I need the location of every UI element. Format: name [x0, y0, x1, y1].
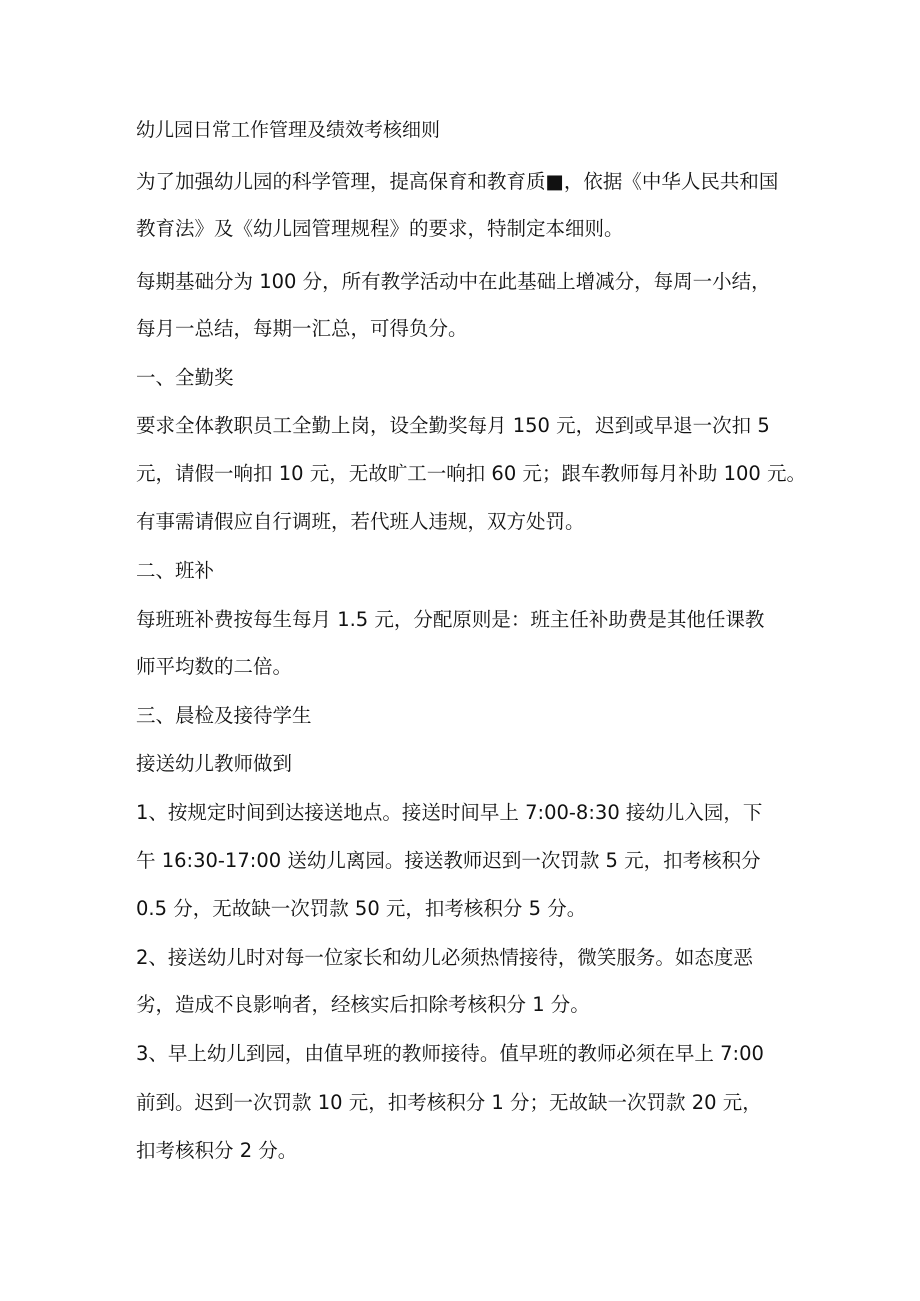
- section-heading: 三、晨检及接待学生: [136, 704, 312, 727]
- paragraph-line: 元，请假一响扣 10 元，无故旷工一响扣 60 元；跟车教师每月补助 100 元。: [136, 462, 807, 485]
- list-item-line: 1、按规定时间到达接送地点。接送时间早上 7:00-8:30 接幼儿入园，下: [136, 801, 763, 824]
- document-title: 幼儿园日常工作管理及绩效考核细则: [136, 119, 441, 141]
- paragraph-line: 为了加强幼儿园的科学管理，提高保育和教育质■，依据《中华人民共和国: [136, 170, 779, 193]
- list-item-line: 3、早上幼儿到园，由值早班的教师接待。值早班的教师必须在早上 7:00: [136, 1042, 764, 1065]
- paragraph-line: 每班班补费按每生每月 1.5 元，分配原则是：班主任补助费是其他任课教: [136, 608, 765, 631]
- list-item-line: 午 16:30-17:00 送幼儿离园。接送教师迟到一次罚款 5 元，扣考核积分: [136, 849, 761, 872]
- paragraph-line: 有事需请假应自行调班，若代班人违规，双方处罚。: [136, 510, 585, 533]
- section-heading: 二、班补: [136, 559, 215, 582]
- list-item-line: 0.5 分，无故缺一次罚款 50 元，扣考核积分 5 分。: [136, 897, 587, 920]
- list-item-line: 扣考核积分 2 分。: [136, 1139, 298, 1162]
- list-item-line: 前到。迟到一次罚款 10 元，扣考核积分 1 分；无故缺一次罚款 20 元，: [136, 1091, 762, 1114]
- list-item-line: 劣，造成不良影响者，经核实后扣除考核积分 1 分。: [136, 993, 590, 1016]
- list-item-line: 2、接送幼儿时对每一位家长和幼儿必须热情接待，微笑服务。如态度恶: [136, 946, 753, 969]
- paragraph-line: 教育法》及《幼儿园管理规程》的要求，特制定本细则。: [136, 217, 624, 240]
- paragraph-line: 接送幼儿教师做到: [136, 752, 293, 775]
- paragraph-line: 要求全体教职员工全勤上岗，设全勤奖每月 150 元，迟到或早退一次扣 5: [136, 414, 770, 437]
- section-heading: 一、全勤奖: [136, 366, 234, 389]
- paragraph-line: 每期基础分为 100 分，所有教学活动中在此基础上增减分，每周一小结，: [136, 270, 771, 293]
- paragraph-line: 每月一总结，每期一汇总，可得负分。: [136, 317, 468, 340]
- paragraph-line: 师平均数的二倍。: [136, 655, 293, 678]
